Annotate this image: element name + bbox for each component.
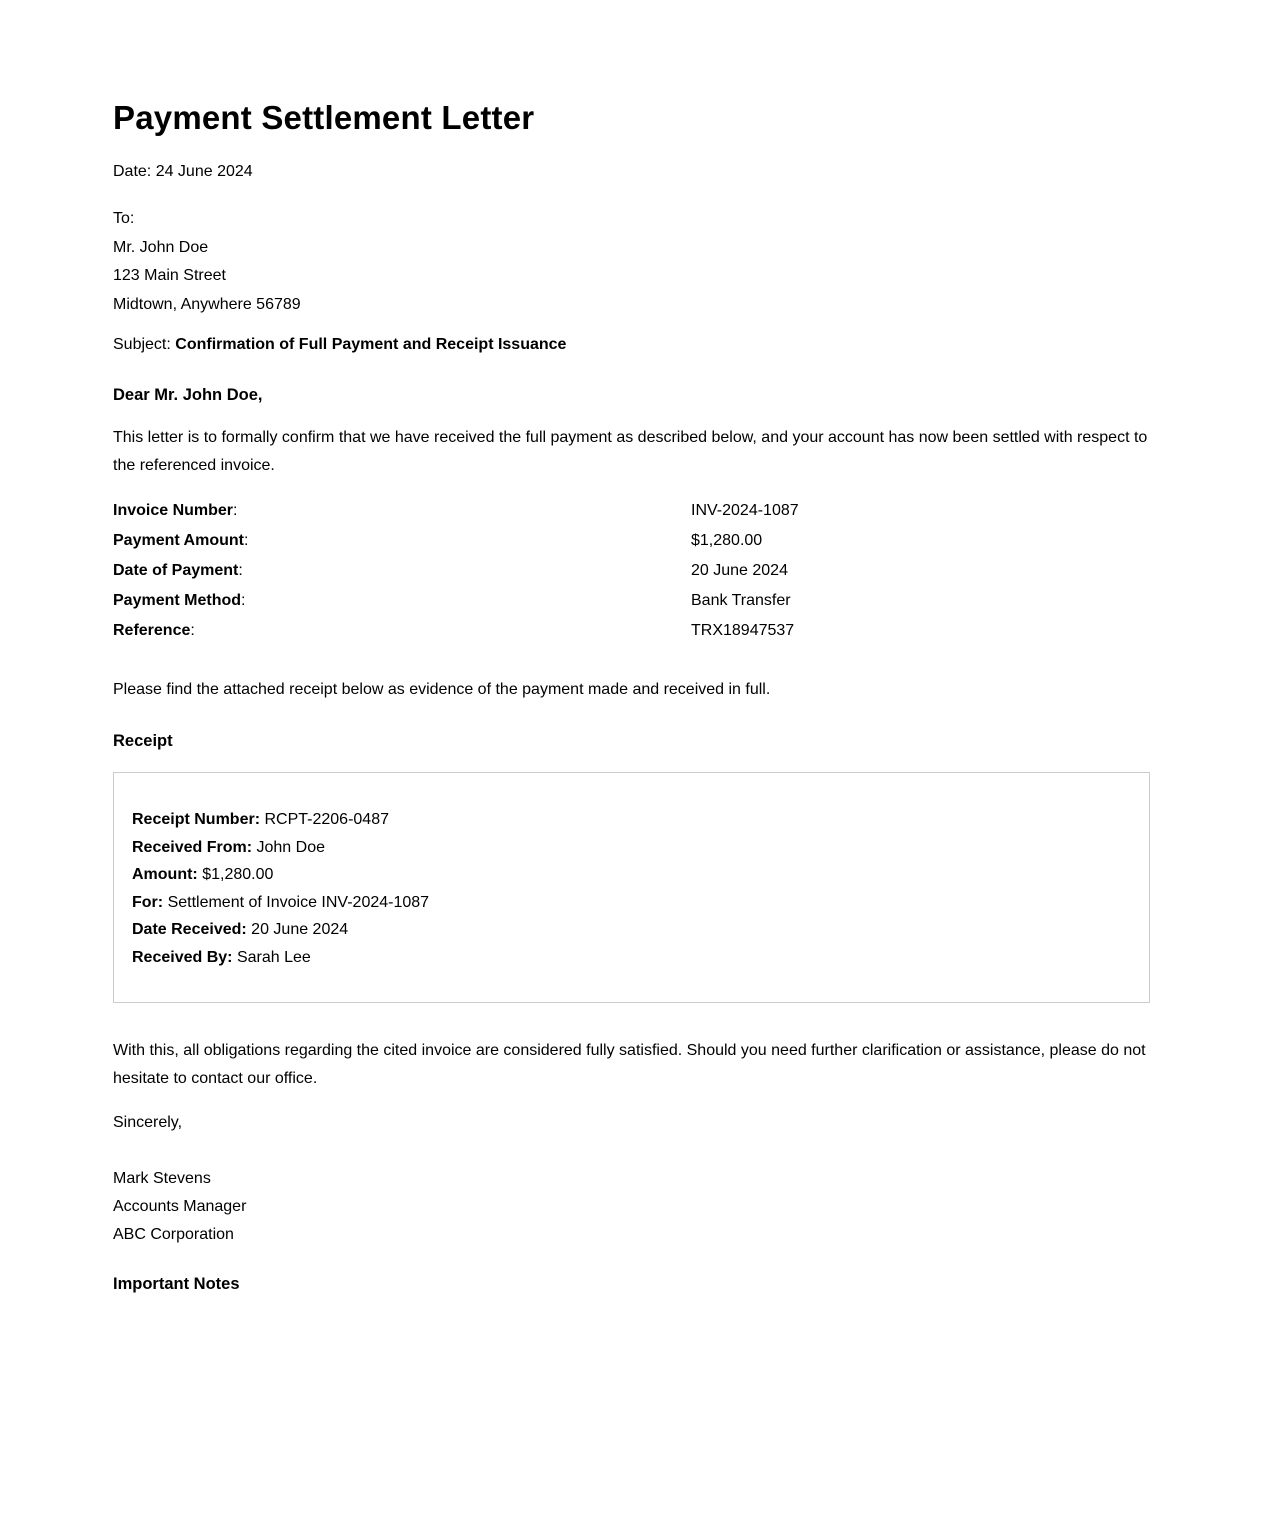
detail-label: Date of Payment: [113, 562, 239, 579]
receipt-label: For:: [132, 893, 164, 911]
signer-title: Accounts Manager: [113, 1198, 247, 1215]
detail-value: Bank Transfer: [691, 592, 791, 609]
recipient-street: 123 Main Street: [113, 267, 226, 284]
receipt-heading: Receipt: [113, 732, 173, 750]
receipt-label: Receipt Number:: [132, 811, 261, 828]
detail-value: TRX18947537: [691, 622, 795, 639]
receipt-label: Amount:: [132, 866, 198, 883]
receipt-line: [132, 861, 1131, 889]
receipt-label: Received From:: [132, 838, 253, 856]
receipt-box: [113, 772, 1150, 1003]
page-title: Payment Settlement Letter: [113, 99, 535, 136]
receipt-value: Settlement of Invoice INV-2024-1087: [167, 893, 430, 911]
payment-detail-row: Date of Payment: 20 June 2024: [113, 556, 1150, 586]
salutation: Dear Mr. John Doe,: [113, 386, 263, 404]
receipt-line: [132, 916, 1131, 944]
signer-company: ABC Corporation: [113, 1226, 234, 1243]
receipt-line: [132, 889, 1131, 917]
recipient-address: [113, 205, 1150, 319]
detail-label: Invoice Number: [113, 502, 234, 519]
payment-detail-row: Reference: TRX18947537: [113, 616, 1150, 646]
closing-phrase: Sincerely,: [113, 1114, 183, 1131]
receipt-label: Date Received:: [132, 921, 247, 938]
detail-label: Payment Amount: [113, 532, 244, 549]
attachment-paragraph: Please find the attached receipt below as evidence of the payment made and received in full.: [113, 681, 771, 698]
payment-detail-row: Invoice Number: INV-2024-1087: [113, 496, 1150, 526]
detail-value: 20 June 2024: [691, 562, 788, 579]
to-label: To:: [113, 210, 135, 227]
subject-text: Confirmation of Full Payment and Receipt Issuance: [175, 336, 567, 353]
detail-label: Payment Method: [113, 592, 242, 609]
letter-date: Date: 24 June 2024: [113, 163, 253, 180]
signer-name: Mark Stevens: [113, 1170, 211, 1187]
closing-paragraph: With this, all obligations regarding the cited invoice are considered fully satisfied. Should you need further clarification or assistance, please do not hesitate to contact our office.: [113, 1042, 1146, 1087]
detail-label: Reference: [113, 622, 191, 639]
receipt-line: [132, 806, 1131, 834]
detail-value: $1,280.00: [691, 532, 763, 549]
receipt-value: John Doe: [256, 838, 325, 856]
payment-detail-row: Payment Method: Bank Transfer: [113, 586, 1150, 616]
subject-line: [113, 334, 1150, 356]
intro-paragraph: This letter is to formally confirm that we have received the full payment as described below, and your account has now been settled with respect to the referenced invoice.: [113, 429, 1148, 474]
receipt-value: Sarah Lee: [236, 948, 311, 966]
important-notes-heading: Important Notes: [113, 1275, 240, 1293]
signature-block: [113, 1165, 1150, 1249]
payment-details: [113, 496, 1150, 646]
receipt-line: [132, 944, 1131, 972]
receipt-value: $1,280.00: [202, 866, 274, 883]
subject-label: Subject:: [113, 336, 171, 353]
payment-detail-row: Payment Amount: $1,280.00: [113, 526, 1150, 556]
recipient-city: Midtown, Anywhere 56789: [113, 295, 301, 313]
receipt-label: Received By:: [132, 948, 233, 966]
receipt-value: RCPT-2206-0487: [264, 811, 389, 828]
receipt-line: [132, 834, 1131, 862]
receipt-value: 20 June 2024: [251, 921, 349, 938]
detail-value: INV-2024-1087: [691, 502, 799, 519]
recipient-name: Mr. John Doe: [113, 238, 209, 256]
